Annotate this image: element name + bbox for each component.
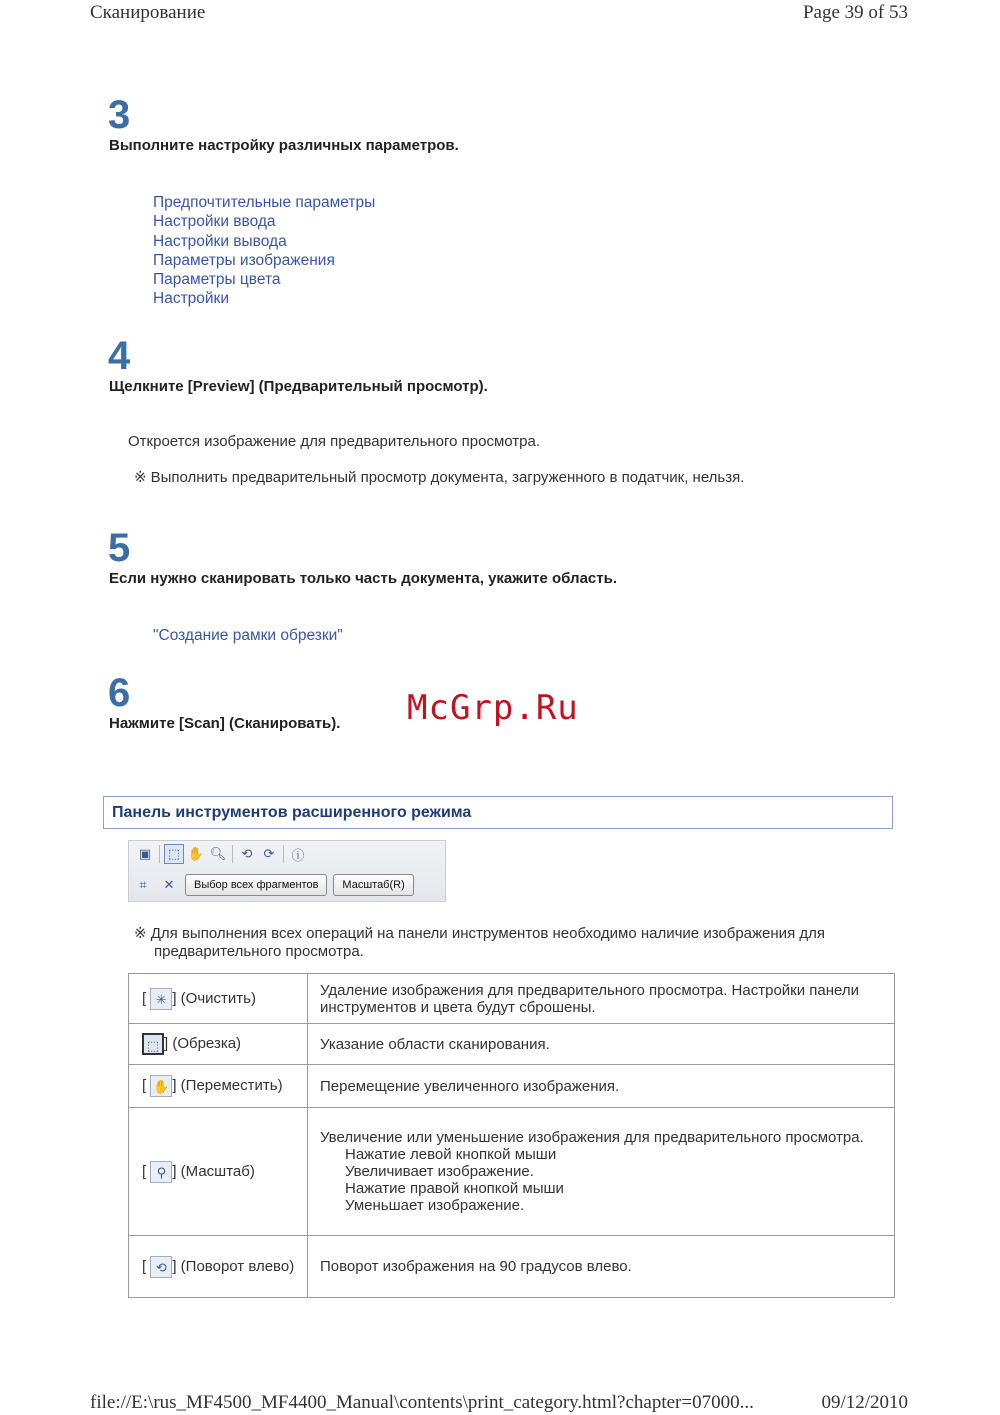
- rotate-left-icon[interactable]: ⟲: [241, 846, 253, 861]
- section-title: Панель инструментов расширенного режима: [112, 804, 472, 821]
- move-hand-icon[interactable]: ✋: [187, 846, 205, 861]
- delete-crop-icon[interactable]: ✕: [163, 877, 175, 892]
- link-settings[interactable]: Настройки: [153, 290, 230, 308]
- toolbar-operations-table: [128, 973, 895, 1298]
- table-cell-desc: Удаление изображения для предварительного просмотра. Настройки панели инструментов и цвета будут сброшены.: [308, 974, 895, 1024]
- step-4-note: [134, 468, 744, 486]
- step-5-title: Если нужно сканировать только часть документа, укажите область.: [109, 570, 617, 587]
- crop-icon[interactable]: ⬚: [164, 844, 184, 864]
- zoom-magnifier-icon[interactable]: 🔍︎: [209, 846, 227, 861]
- table-cell-desc: Поворот изображения на 90 градусов влево.: [308, 1236, 895, 1298]
- table-cell-desc: Увеличение или уменьшение изображения для предварительного просмотра. Нажатие левой кнопкой мыши Увеличивает изображение. Нажатие правой кнопкой мыши Уменьшает изображение.: [308, 1108, 895, 1236]
- toolbar-row-icons: [135, 844, 308, 864]
- table-cell-name: [ ✳ ] (Очистить): [129, 974, 308, 1024]
- toolbar-separator: [232, 845, 233, 863]
- toolbar-separator: [159, 845, 160, 863]
- move-hand-icon: ✋: [150, 1075, 172, 1097]
- link-create-crop-frame[interactable]: "Создание рамки обрезки": [153, 627, 343, 644]
- toolbar-separator: [283, 845, 284, 863]
- table-row: [129, 1024, 895, 1065]
- toolbar-note-line2: предварительного просмотра.: [154, 943, 364, 960]
- step-4-note-text: Выполнить предварительный просмотр документа, загруженного в податчик, нельзя.: [150, 469, 745, 486]
- table-cell-desc: Указание области сканирования.: [308, 1024, 895, 1065]
- select-all-fragments-button[interactable]: Выбор всех фрагментов: [185, 874, 327, 896]
- step-5-link-list: [153, 626, 343, 645]
- clear-icon: ✳: [150, 988, 172, 1010]
- table-cell-desc: Перемещение увеличенного изображения.: [308, 1065, 895, 1108]
- toolbar-screenshot: [128, 840, 446, 902]
- toolbar-note-line1: Для выполнения всех операций на панели инструментов необходимо наличие изображения для: [150, 925, 825, 942]
- auto-crop-icon[interactable]: ⌗: [139, 877, 147, 892]
- link-input-settings[interactable]: Настройки ввода: [153, 213, 276, 231]
- toolbar-note: [134, 925, 894, 961]
- table-cell-name: [ ⟲ ] (Поворот влево): [129, 1236, 308, 1298]
- step-3-title: Выполните настройку различных параметров.: [109, 137, 459, 154]
- link-preferred-params[interactable]: Предпочтительные параметры: [153, 194, 376, 211]
- link-image-params[interactable]: Параметры изображения: [153, 251, 335, 269]
- table-row: [129, 1065, 895, 1108]
- watermark: McGrp.Ru: [407, 688, 579, 728]
- section-header: [103, 796, 893, 829]
- table-cell-name: [ ⚲ ] (Масштаб): [129, 1108, 308, 1236]
- step-4-number: 4: [108, 334, 131, 378]
- step-3-link-list: [153, 193, 375, 309]
- crop-icon: ⬚: [142, 1033, 164, 1055]
- table-cell-name: ⬚ ] (Обрезка): [129, 1024, 308, 1065]
- step-6-number: 6: [108, 671, 131, 715]
- step-3-number: 3: [108, 93, 131, 137]
- footer-date: 09/12/2010: [821, 1392, 908, 1413]
- rotate-right-icon[interactable]: ⟳: [263, 846, 275, 861]
- zoom-button[interactable]: Масштаб(R): [333, 874, 413, 896]
- footer-file-path: file://E:\rus_MF4500_MF4400_Manual\contents\print_category.html?chapter=07000...: [90, 1392, 754, 1413]
- step-4-title: Щелкните [Preview] (Предварительный просмотр).: [109, 378, 488, 395]
- toolbar-row-buttons: [133, 874, 414, 896]
- zoom-magnifier-icon: ⚲: [150, 1161, 172, 1183]
- header-page-number: Page 39 of 53: [802, 2, 908, 23]
- table-row: [129, 1108, 895, 1236]
- note-mark-icon: ※: [134, 925, 147, 942]
- step-6-title: Нажмите [Scan] (Сканировать).: [109, 715, 341, 732]
- note-mark-icon: ※: [134, 469, 147, 486]
- clear-icon[interactable]: ▣: [138, 846, 152, 861]
- link-color-params[interactable]: Параметры цвета: [153, 271, 281, 289]
- step-4-text: Откроется изображение для предварительного просмотра.: [128, 433, 541, 450]
- info-icon[interactable]: ⓘ: [291, 847, 305, 863]
- table-row: [129, 1236, 895, 1298]
- table-row: [129, 974, 895, 1024]
- rotate-left-icon: ⟲: [150, 1256, 172, 1278]
- header-section-title: Сканирование: [90, 2, 206, 23]
- link-output-settings[interactable]: Настройки вывода: [153, 232, 287, 250]
- table-cell-name: [ ✋ ] (Переместить): [129, 1065, 308, 1108]
- step-5-number: 5: [108, 526, 131, 570]
